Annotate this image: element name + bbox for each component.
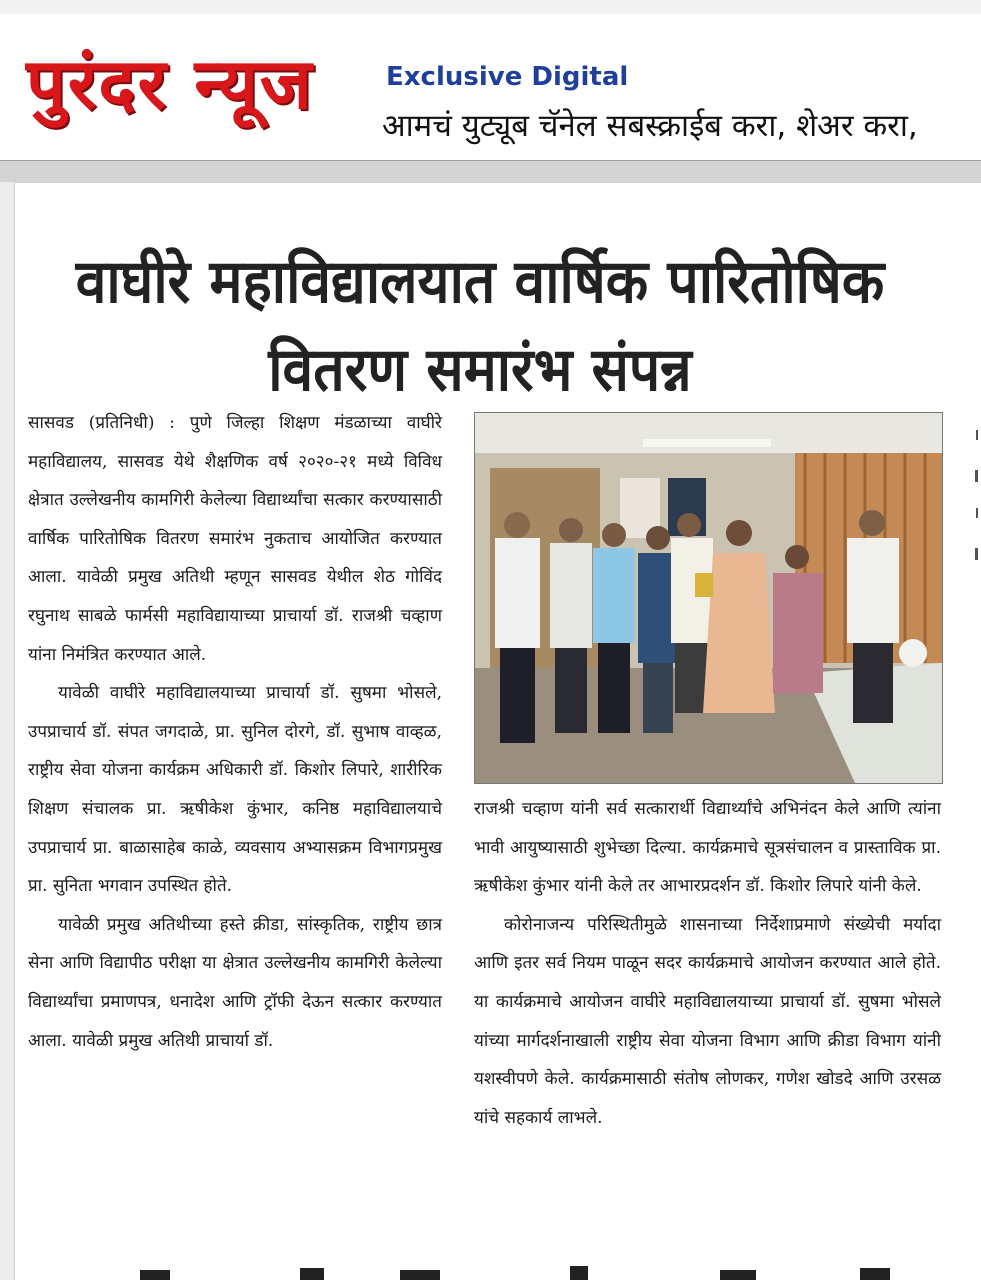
article-paragraph: सासवड (प्रतिनिधी) : पुणे जिल्हा शिक्षण मंडळाच्या वाघीरे महाविद्यालय, सासवड येथे शैक्षणिक वर्ष २०२०-२१ मध्ये विविध क्षेत्रात उल्लेखनीय कामगिरी केलेल्या विद्यार्थ्यांचा सत्कार करण्यासाठी वार्षिक पारितोषिक वितरण समारंभ नुकताच आयोजित करण्यात आला. यावेळी प्रमुख अतिथी म्हणून सासवड येथील शेठ गोविंद रघुनाथ साबळे फार्मसी महाविद्यायाच्या प्राचार्या डॉ. राजश्री चव्हाण यांना निमंत्रित करण्यात आले. [28,413,442,665]
masthead [0,14,981,160]
article-paragraph: कोरोनाजन्य परिस्थितीमुळे शासनाच्या निर्देशाप्रमाणे संख्येची मर्यादा आणि इतर सर्व नियम पाळून सदर कार्यक्रमाचे आयोजन करण्यात आले होते. या कार्यक्रमाचे आयोजन वाघीरे महाविद्यालयाच्या प्राचार्या डॉ. सुषमा भोसले यांच्या मार्गदर्शनाखाली राष्ट्रीय सेवा योजना विभाग आणि क्रीडा विभाग यांनी यशस्वीपणे केले. कार्यक्रमासाठी संतोष लोणकर, गणेश खोडदे आणि उरसळ यांचे सहकार्य लाभले. [474,914,941,1128]
article-paragraph: यावेळी वाघीरे महाविद्यालयाच्या प्राचार्या डॉ. सुषमा भोसले, उपप्राचार्य डॉ. संपत जगदाळे, प्रा. सुनिल दोरगे, डॉ. सुभाष वाव्हळ, राष्ट्रीय सेवा योजना कार्यक्रम अधिकारी डॉ. किशोर लिपारे, शारीरिक शिक्षण संचालक प्रा. ऋषीकेश कुंभार, कनिष्ठ महाविद्यालयाचे उपप्राचार्य प्रा. बाळासाहेब काळे, व्यवसाय अभ्यासक्रम विभागप्रमुख प्रा. सुनिता भगवान उपस्थित होते. [28,683,442,897]
masthead-tagline: आमचं युट्यूब चॅनेल सबस्क्राईब करा, शेअर करा, [382,108,918,144]
page-edge [0,182,15,1280]
exclusive-label: Exclusive Digital [386,62,629,92]
event-photo-image [475,413,942,783]
masthead-divider [0,160,981,183]
article-column-left [28,404,442,1060]
event-photo [474,412,943,784]
article-paragraph: यावेळी प्रमुख अतिथीच्या हस्ते क्रीडा, सांस्कृतिक, राष्ट्रीय छात्र सेना आणि विद्यापीठ परीक्षा या क्षेत्रात उल्लेखनीय कामगिरी केलेल्या विद्यार्थ्यांचा प्रमाणपत्र, धनादेश आणि ट्रॉफी देऊन सत्कार करण्यात आला. यावेळी प्रमुख अतिथी प्राचार्या डॉ. [28,914,442,1051]
brand-logo: पुरंदर न्यूज [26,43,314,125]
article-paragraph: राजश्री चव्हाण यांनी सर्व सत्कारार्थी विद्यार्थ्यांचे अभिनंदन केले आणि त्यांना भावी आयुष्यासाठी शुभेच्छा दिल्या. कार्यक्रमाचे सूत्रसंचालन व प्रास्ताविक प्रा. ऋषीकेश कुंभार यांनी केले तर आभारप्रदर्शन डॉ. किशोर लिपारे यांनी केले. [474,799,941,897]
adjacent-column-fragment [964,420,978,1280]
next-article-fragment [100,1262,950,1280]
top-strip [0,0,981,15]
article-column-right [474,790,941,1137]
article-headline: वाघीरे महाविद्यालयात वार्षिक पारितोषिक वितरण समारंभ संपन्न [75,247,885,405]
